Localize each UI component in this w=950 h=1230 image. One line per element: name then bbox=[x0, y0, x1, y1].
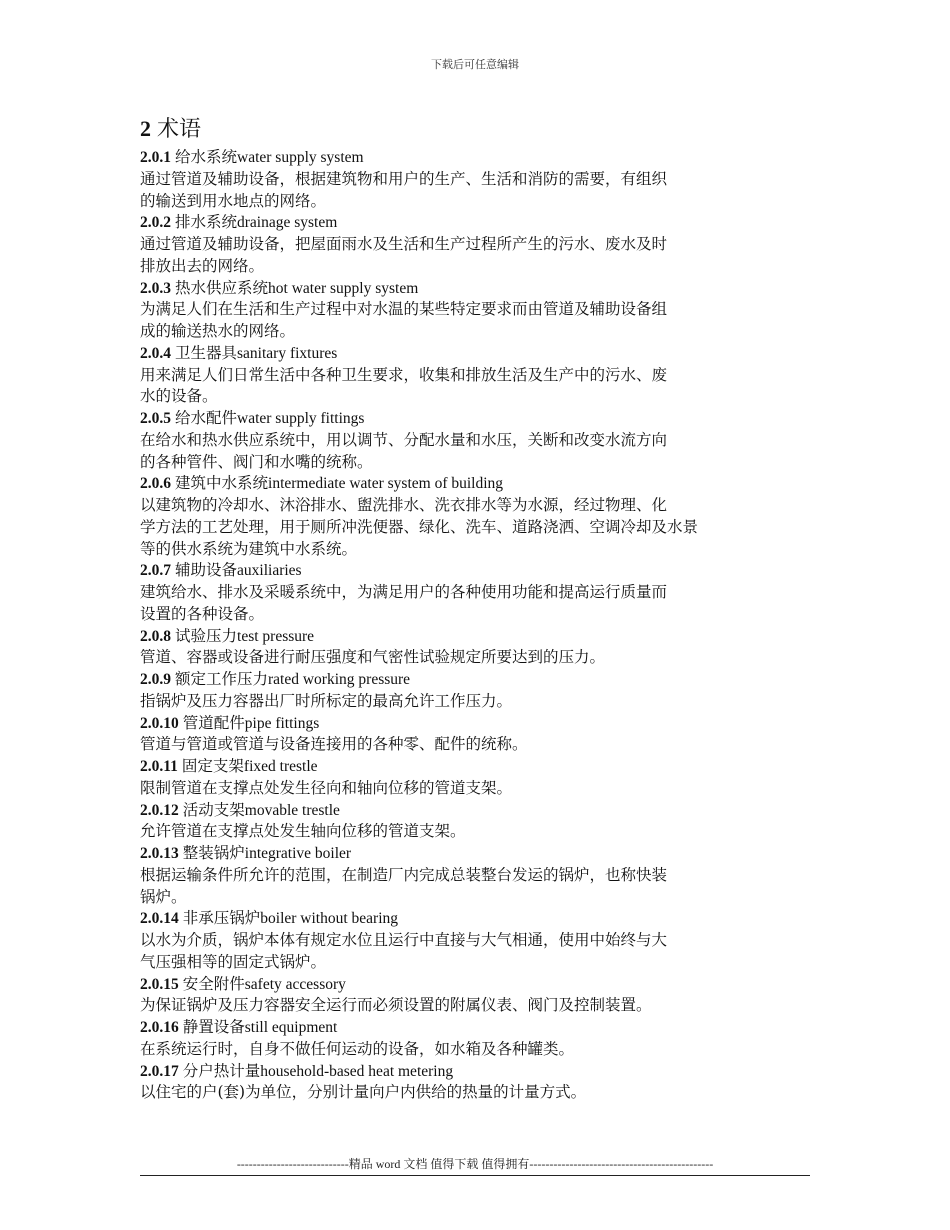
term-heading bbox=[140, 408, 820, 430]
term-definition: 为满足人们在生活和生产过程中对水温的某些特定要求而由管道及辅助设备组 成的输送热水的网络。 bbox=[140, 300, 668, 340]
term-heading bbox=[140, 626, 820, 648]
term-definition: 以水为介质，锅炉本体有规定水位且运行中直接与大气相通，使用中始终与大 气压强相等的固定式锅炉。 bbox=[140, 931, 668, 971]
term-code: 2.0.10 bbox=[140, 714, 179, 732]
section-title-text: 术语 bbox=[157, 117, 202, 142]
term-entry bbox=[140, 473, 820, 560]
page-footer: ----------------------------精品 word 文档 值得下载 值得拥有---------------------------------------------- bbox=[140, 1155, 810, 1176]
term-heading bbox=[140, 1061, 820, 1083]
term-definition: 用来满足人们日常生活中各种卫生要求，收集和排放生活及生产中的污水、废 水的设备。 bbox=[140, 365, 668, 406]
term-code: 2.0.5 bbox=[140, 410, 171, 427]
term-code: 2.0.17 bbox=[140, 1062, 179, 1080]
term-definition: 以建筑物的冷却水、沐浴排水、盥洗排水、洗衣排水等为水源，经过物理、化 学方法的工艺处理，用于厕所冲洗便器、绿化、洗车、道路浇洒、空调冷却及水景 等的供水系统为建筑中水系统。 bbox=[140, 496, 699, 558]
term-name-zh: 活动支架 bbox=[182, 800, 245, 819]
term-heading bbox=[140, 278, 820, 300]
term-code: 2.0.9 bbox=[140, 671, 171, 688]
term-name-zh: 给水配件 bbox=[175, 409, 238, 427]
term-name-en: rated working pressure bbox=[268, 671, 411, 688]
term-name-zh: 安全附件 bbox=[182, 974, 245, 993]
term-heading bbox=[140, 756, 820, 778]
term-heading bbox=[140, 843, 820, 865]
term-entry bbox=[140, 800, 820, 844]
term-entry bbox=[140, 756, 820, 800]
term-name-zh: 静置设备 bbox=[182, 1018, 245, 1036]
term-heading bbox=[140, 669, 820, 691]
term-name-en: intermediate water system of building bbox=[268, 475, 504, 493]
term-code: 2.0.12 bbox=[140, 801, 179, 819]
term-code: 2.0.1 bbox=[140, 149, 171, 166]
term-name-zh: 给水系统 bbox=[175, 148, 238, 166]
term-name-en: pipe fittings bbox=[244, 714, 320, 732]
section-title bbox=[140, 114, 820, 145]
term-entry bbox=[140, 408, 820, 473]
term-name-zh: 排水系统 bbox=[175, 213, 238, 232]
term-entry bbox=[140, 843, 820, 908]
term-name-en: test pressure bbox=[237, 627, 315, 645]
term-name-en: boiler without bearing bbox=[260, 910, 399, 928]
term-name-zh: 固定支架 bbox=[181, 757, 244, 775]
term-definition: 建筑给水、排水及采暖系统中，为满足用户的各种使用功能和提高运行质量而 设置的各种设备。 bbox=[140, 583, 668, 623]
term-entry bbox=[140, 212, 820, 277]
term-name-en: sanitary fixtures bbox=[237, 344, 338, 362]
term-name-zh: 建筑中水系统 bbox=[175, 474, 269, 493]
term-entry bbox=[140, 713, 820, 757]
term-entry bbox=[140, 560, 820, 625]
term-definition: 为保证锅炉及压力容器安全运行而必须设置的附属仪表、阀门及控制装置。 bbox=[140, 996, 652, 1015]
term-name-zh: 管道配件 bbox=[182, 713, 245, 732]
term-definition: 限制管道在支撑点处发生径向和轴向位移的管道支架。 bbox=[140, 778, 513, 797]
term-heading bbox=[140, 713, 820, 735]
term-entry bbox=[140, 626, 820, 670]
term-list bbox=[140, 147, 820, 1104]
term-name-en: safety accessory bbox=[244, 975, 346, 993]
term-heading bbox=[140, 974, 820, 996]
term-definition: 指锅炉及压力容器出厂时所标定的最高允许工作压力。 bbox=[140, 691, 513, 710]
term-definition: 管道、容器或设备进行耐压强度和气密性试验规定所要达到的压力。 bbox=[140, 648, 606, 667]
term-definition: 通过管道及辅助设备，根据建筑物和用户的生产、生活和消防的需要，有组织 的输送到用水地点的网络。 bbox=[140, 169, 668, 210]
page-header: 下载后可任意编辑 bbox=[431, 58, 519, 71]
term-heading bbox=[140, 473, 820, 495]
term-entry bbox=[140, 669, 820, 713]
term-code: 2.0.13 bbox=[140, 845, 179, 862]
term-code: 2.0.16 bbox=[140, 1019, 179, 1036]
term-code: 2.0.2 bbox=[140, 214, 171, 232]
term-name-en: water supply fittings bbox=[237, 410, 365, 427]
term-heading bbox=[140, 800, 820, 822]
term-code: 2.0.4 bbox=[140, 344, 171, 362]
term-name-zh: 整装锅炉 bbox=[182, 844, 245, 862]
term-heading bbox=[140, 212, 820, 234]
term-definition: 管道与管道或管道与设备连接用的各种零、配件的统称。 bbox=[140, 735, 528, 754]
term-heading bbox=[140, 147, 820, 169]
term-name-en: fixed trestle bbox=[243, 758, 318, 775]
term-name-en: drainage system bbox=[237, 214, 338, 232]
term-heading bbox=[140, 560, 820, 582]
term-definition: 以住宅的户(套)为单位，分别计量向户内供给的热量的计量方式。 bbox=[140, 1083, 587, 1102]
term-entry bbox=[140, 908, 820, 973]
term-name-zh: 卫生器具 bbox=[175, 343, 238, 362]
term-code: 2.0.14 bbox=[140, 910, 179, 928]
term-heading bbox=[140, 343, 820, 365]
term-definition: 在系统运行时，自身不做任何运动的设备，如水箱及各种罐类。 bbox=[140, 1039, 575, 1058]
term-entry bbox=[140, 278, 820, 343]
term-definition: 根据运输条件所允许的范围，在制造厂内完成总装整台发运的锅炉，也称快装 锅炉。 bbox=[140, 865, 668, 906]
term-name-en: integrative boiler bbox=[244, 845, 352, 862]
term-code: 2.0.8 bbox=[140, 627, 171, 645]
term-definition: 通过管道及辅助设备，把屋面雨水及生活和生产过程所产生的污水、废水及时 排放出去的网络。 bbox=[140, 235, 668, 275]
term-entry bbox=[140, 147, 820, 212]
term-entry bbox=[140, 1061, 820, 1105]
term-code: 2.0.11 bbox=[140, 758, 178, 775]
section-number: 2 bbox=[140, 116, 151, 141]
term-name-zh: 非承压锅炉 bbox=[182, 909, 261, 928]
term-entry bbox=[140, 1017, 820, 1061]
term-name-en: hot water supply system bbox=[268, 279, 419, 297]
document-body bbox=[140, 114, 820, 1104]
term-heading bbox=[140, 1017, 820, 1039]
term-heading bbox=[140, 908, 820, 930]
term-code: 2.0.6 bbox=[140, 475, 171, 493]
term-name-zh: 试验压力 bbox=[175, 626, 238, 645]
term-name-zh: 辅助设备 bbox=[175, 561, 238, 580]
term-name-en: still equipment bbox=[244, 1019, 338, 1036]
term-entry bbox=[140, 343, 820, 408]
term-definition: 在给水和热水供应系统中，用以调节、分配水量和水压，关断和改变水流方向 的各种管件、阀门和水嘴的统称。 bbox=[140, 430, 668, 471]
term-name-en: movable trestle bbox=[244, 801, 340, 819]
term-name-zh: 分户热计量 bbox=[182, 1061, 261, 1080]
term-entry bbox=[140, 974, 820, 1018]
term-name-en: water supply system bbox=[237, 149, 364, 166]
term-name-zh: 热水供应系统 bbox=[175, 278, 269, 297]
term-definition: 允许管道在支撑点处发生轴向位移的管道支架。 bbox=[140, 822, 466, 841]
term-code: 2.0.15 bbox=[140, 975, 179, 993]
term-code: 2.0.7 bbox=[140, 562, 171, 580]
term-name-zh: 额定工作压力 bbox=[175, 670, 269, 688]
term-name-en: auxiliaries bbox=[237, 562, 302, 580]
term-code: 2.0.3 bbox=[140, 279, 171, 297]
term-name-en: household-based heat metering bbox=[260, 1062, 454, 1080]
